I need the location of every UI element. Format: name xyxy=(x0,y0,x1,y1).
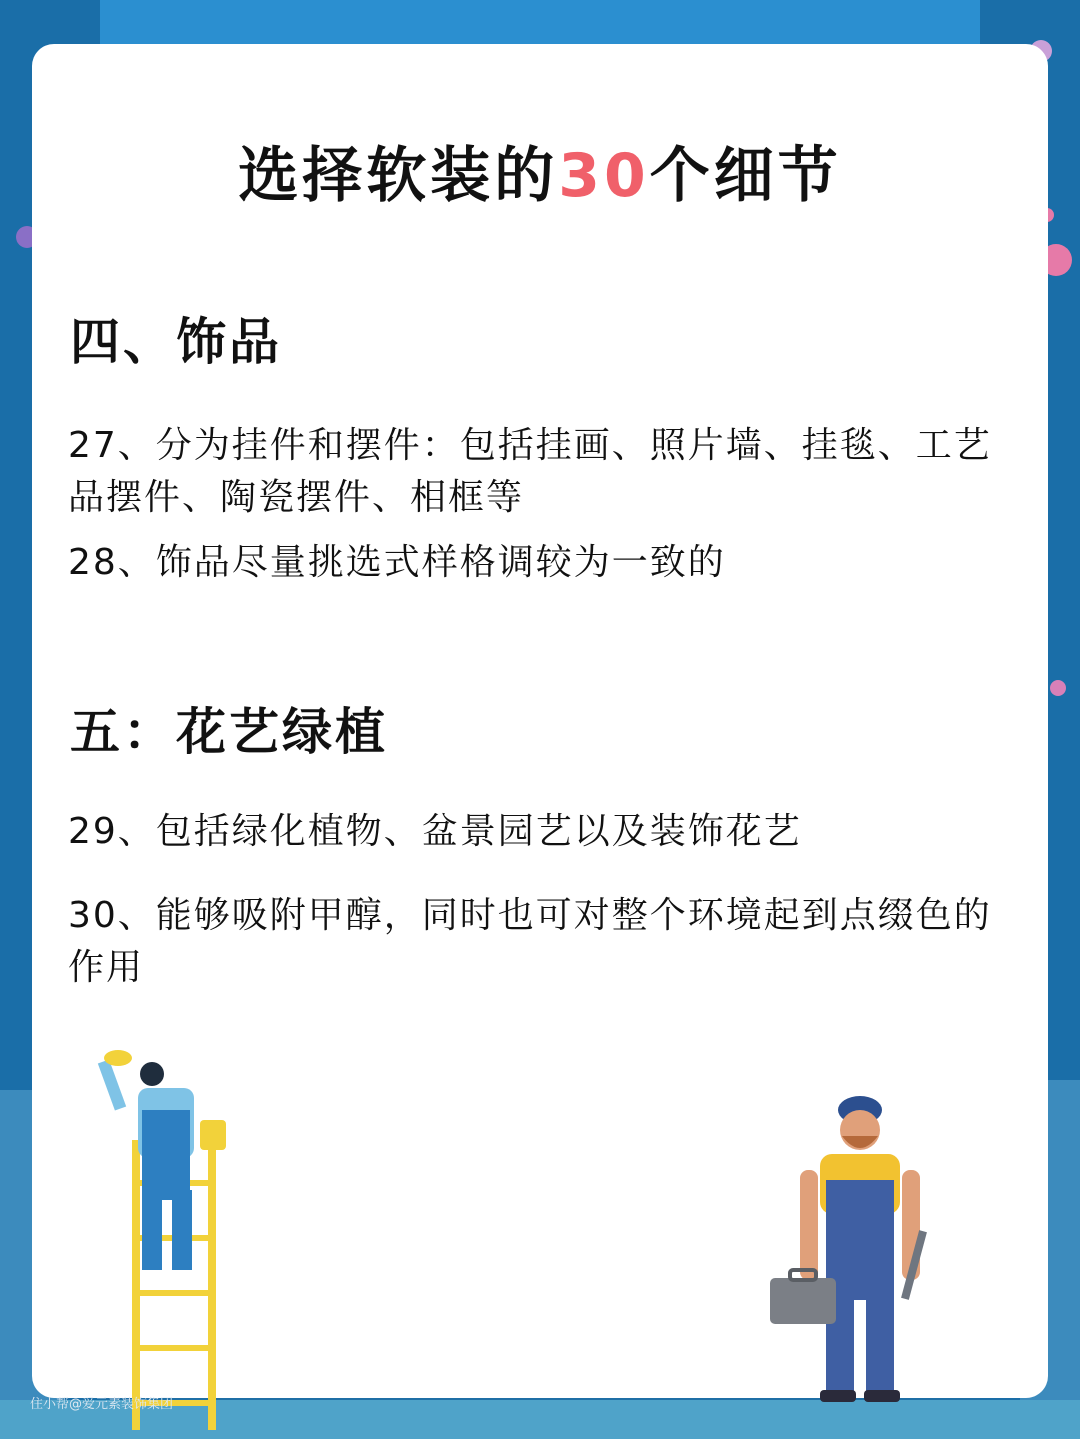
page-title xyxy=(0,128,1080,214)
painter-on-ladder-illustration xyxy=(90,1040,250,1430)
worker-with-toolbox-illustration xyxy=(760,1090,940,1410)
list-item-30: 30、能够吸附甲醇，同时也可对整个环境起到点缀色的作用 xyxy=(68,895,992,988)
title-highlight: 30 xyxy=(558,141,650,211)
section-heading-flowers-plants: 五：花艺绿植 xyxy=(70,703,388,761)
title-prefix: 选择软装的 xyxy=(238,141,559,211)
list-item-29: 29、包括绿化植物、盆景园艺以及装饰花艺 xyxy=(68,811,802,852)
list-item-27: 27、分为挂件和摆件：包括挂画、照片墙、挂毯、工艺品摆件、陶瓷摆件、相框等 xyxy=(68,425,992,518)
section-heading-decorations: 四、饰品 xyxy=(70,313,282,371)
title-suffix: 个细节 xyxy=(649,141,842,211)
list-item-28: 28、饰品尽量挑选式样格调较为一致的 xyxy=(68,542,726,583)
watermark-text: 住小帮@爱元素装饰集团 xyxy=(30,1397,174,1412)
decorative-bubble xyxy=(1050,680,1066,696)
